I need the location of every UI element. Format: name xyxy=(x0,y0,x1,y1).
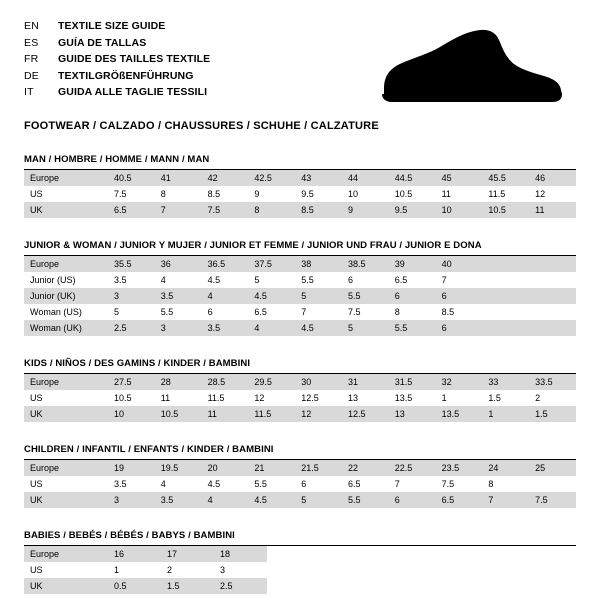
cell: 12.5 xyxy=(295,390,342,406)
cell: 6.5 xyxy=(248,304,295,320)
group-title: KIDS / NIÑOS / DES GAMINS / KINDER / BAMBINI xyxy=(24,358,576,374)
group-babies xyxy=(24,530,576,594)
size-table-babies xyxy=(24,546,267,594)
cell: 24 xyxy=(482,460,529,476)
section-title: FOOTWEAR / CALZADO / CHAUSSURES / SCHUHE / CALZATURE xyxy=(24,120,379,132)
cell: 3.5 xyxy=(108,272,155,288)
cell xyxy=(529,256,576,272)
cell: 4.5 xyxy=(248,288,295,304)
cell: 3.5 xyxy=(202,320,249,336)
cell: 1.5 xyxy=(161,578,214,594)
cell: 10 xyxy=(342,186,389,202)
cell xyxy=(482,304,529,320)
row-label: Europe xyxy=(24,170,108,186)
cell: 12 xyxy=(529,186,576,202)
table-row xyxy=(24,320,576,336)
cell: 17 xyxy=(161,546,214,562)
cell: 33.5 xyxy=(529,374,576,390)
language-code: IT xyxy=(24,86,34,98)
language-code: EN xyxy=(24,20,39,32)
cell: 8 xyxy=(248,202,295,218)
row-label: US xyxy=(24,186,108,202)
cell: 40.5 xyxy=(108,170,155,186)
cell: 31 xyxy=(342,374,389,390)
cell: 1 xyxy=(108,562,161,578)
cell: 22.5 xyxy=(389,460,436,476)
cell: 43 xyxy=(295,170,342,186)
language-row xyxy=(24,51,210,68)
cell: 8.5 xyxy=(202,186,249,202)
row-label: UK xyxy=(24,492,108,508)
table-row xyxy=(24,492,576,508)
cell xyxy=(482,320,529,336)
cell: 44.5 xyxy=(389,170,436,186)
cell: 45.5 xyxy=(482,170,529,186)
row-label: UK xyxy=(24,578,108,594)
cell: 11.5 xyxy=(482,186,529,202)
cell: 1.5 xyxy=(482,390,529,406)
table-row xyxy=(24,460,576,476)
cell: 8 xyxy=(389,304,436,320)
cell: 45 xyxy=(436,170,483,186)
table-row xyxy=(24,170,576,186)
cell: 13.5 xyxy=(436,406,483,422)
cell: 8.5 xyxy=(436,304,483,320)
dress-shoe-icon xyxy=(376,28,566,106)
cell: 42 xyxy=(202,170,249,186)
cell: 6.5 xyxy=(108,202,155,218)
cell: 29.5 xyxy=(248,374,295,390)
cell: 3.5 xyxy=(108,476,155,492)
cell: 39 xyxy=(389,256,436,272)
cell: 5.5 xyxy=(342,492,389,508)
cell: 9.5 xyxy=(295,186,342,202)
group-man xyxy=(24,154,576,218)
cell: 4 xyxy=(155,476,202,492)
cell: 6 xyxy=(202,304,249,320)
cell: 9 xyxy=(342,202,389,218)
cell: 10.5 xyxy=(482,202,529,218)
cell: 3 xyxy=(155,320,202,336)
table-row xyxy=(24,390,576,406)
language-row xyxy=(24,84,210,101)
cell: 3 xyxy=(214,562,267,578)
table-row xyxy=(24,272,576,288)
cell: 1 xyxy=(482,406,529,422)
row-label: US xyxy=(24,476,108,492)
cell: 5 xyxy=(295,288,342,304)
page-header xyxy=(24,18,576,106)
cell: 3.5 xyxy=(155,492,202,508)
cell xyxy=(529,288,576,304)
cell: 41 xyxy=(155,170,202,186)
cell: 6 xyxy=(389,288,436,304)
table-row xyxy=(24,186,576,202)
cell xyxy=(529,304,576,320)
size-table-junior-woman xyxy=(24,256,576,336)
row-label: Europe xyxy=(24,546,108,562)
language-row xyxy=(24,18,210,35)
language-title: GUIDE DES TAILLES TEXTILE xyxy=(58,53,211,65)
cell: 10.5 xyxy=(155,406,202,422)
cell: 5.5 xyxy=(342,288,389,304)
group-title: CHILDREN / INFANTIL / ENFANTS / KINDER / BAMBINI xyxy=(24,444,576,460)
cell: 42.5 xyxy=(248,170,295,186)
cell xyxy=(529,476,576,492)
cell: 19.5 xyxy=(155,460,202,476)
cell: 40 xyxy=(436,256,483,272)
cell: 5 xyxy=(108,304,155,320)
row-label: Europe xyxy=(24,256,108,272)
language-title: GUÍA DE TALLAS xyxy=(58,36,147,49)
table-row xyxy=(24,578,267,594)
cell: 2 xyxy=(529,390,576,406)
cell: 44 xyxy=(342,170,389,186)
cell: 28.5 xyxy=(202,374,249,390)
cell xyxy=(529,320,576,336)
cell: 7 xyxy=(389,476,436,492)
cell: 4.5 xyxy=(248,492,295,508)
size-table-children xyxy=(24,460,576,508)
cell: 4.5 xyxy=(202,476,249,492)
language-code: ES xyxy=(24,36,39,49)
group-title: JUNIOR & WOMAN / JUNIOR Y MUJER / JUNIOR ET FEMME / JUNIOR UND FRAU / JUNIOR E DONA xyxy=(24,240,576,256)
cell: 10.5 xyxy=(389,186,436,202)
cell: 46 xyxy=(529,170,576,186)
language-row xyxy=(24,68,210,85)
cell: 12.5 xyxy=(342,406,389,422)
cell: 33 xyxy=(482,374,529,390)
cell: 8.5 xyxy=(295,202,342,218)
cell: 9.5 xyxy=(389,202,436,218)
cell: 4 xyxy=(248,320,295,336)
row-label: Woman (UK) xyxy=(24,320,108,336)
cell: 13.5 xyxy=(389,390,436,406)
cell: 5.5 xyxy=(389,320,436,336)
cell: 12 xyxy=(248,390,295,406)
cell: 5.5 xyxy=(155,304,202,320)
cell: 3 xyxy=(108,492,155,508)
group-kids xyxy=(24,358,576,422)
cell: 11.5 xyxy=(248,406,295,422)
cell: 13 xyxy=(342,390,389,406)
cell xyxy=(482,256,529,272)
cell: 7.5 xyxy=(436,476,483,492)
row-label: Europe xyxy=(24,374,108,390)
cell: 11 xyxy=(436,186,483,202)
cell: 10.5 xyxy=(108,390,155,406)
cell: 7 xyxy=(155,202,202,218)
group-title: MAN / HOMBRE / HOMME / MANN / MAN xyxy=(24,154,576,170)
cell: 16 xyxy=(108,546,161,562)
cell xyxy=(529,272,576,288)
cell: 6.5 xyxy=(342,476,389,492)
cell: 7 xyxy=(436,272,483,288)
cell: 6 xyxy=(436,320,483,336)
cell: 6 xyxy=(342,272,389,288)
cell: 5.5 xyxy=(295,272,342,288)
cell: 8 xyxy=(482,476,529,492)
cell: 5 xyxy=(342,320,389,336)
cell: 8 xyxy=(155,186,202,202)
cell: 10 xyxy=(108,406,155,422)
cell: 20 xyxy=(202,460,249,476)
cell: 11 xyxy=(529,202,576,218)
cell: 21 xyxy=(248,460,295,476)
cell: 7 xyxy=(482,492,529,508)
cell: 0.5 xyxy=(108,578,161,594)
row-label: UK xyxy=(24,406,108,422)
cell: 6 xyxy=(295,476,342,492)
cell: 3.5 xyxy=(155,288,202,304)
cell: 28 xyxy=(155,374,202,390)
cell: 5 xyxy=(248,272,295,288)
cell: 36 xyxy=(155,256,202,272)
cell: 31.5 xyxy=(389,374,436,390)
cell: 38.5 xyxy=(342,256,389,272)
cell: 11 xyxy=(155,390,202,406)
language-row xyxy=(24,35,210,52)
table-row xyxy=(24,374,576,390)
cell: 7.5 xyxy=(342,304,389,320)
language-title: TEXTILGRÖßENFÜHRUNG xyxy=(58,69,194,82)
cell: 7 xyxy=(295,304,342,320)
table-row xyxy=(24,546,267,562)
cell: 2.5 xyxy=(214,578,267,594)
cell: 27.5 xyxy=(108,374,155,390)
cell: 6.5 xyxy=(436,492,483,508)
cell: 35.5 xyxy=(108,256,155,272)
cell: 19 xyxy=(108,460,155,476)
cell: 5.5 xyxy=(248,476,295,492)
cell xyxy=(482,288,529,304)
cell: 4 xyxy=(202,288,249,304)
table-row xyxy=(24,256,576,272)
table-row xyxy=(24,304,576,320)
cell: 4 xyxy=(202,492,249,508)
row-label: US xyxy=(24,390,108,406)
cell: 4.5 xyxy=(202,272,249,288)
table-row xyxy=(24,562,267,578)
group-title: BABIES / BEBÉS / BÉBÉS / BABYS / BAMBINI xyxy=(24,530,576,546)
cell: 21.5 xyxy=(295,460,342,476)
cell: 18 xyxy=(214,546,267,562)
language-code: FR xyxy=(24,53,39,65)
cell: 32 xyxy=(436,374,483,390)
cell: 9 xyxy=(248,186,295,202)
cell: 2.5 xyxy=(108,320,155,336)
row-label: US xyxy=(24,562,108,578)
cell: 5 xyxy=(295,492,342,508)
cell: 12 xyxy=(295,406,342,422)
cell: 11.5 xyxy=(202,390,249,406)
language-title: TEXTILE SIZE GUIDE xyxy=(58,20,166,32)
size-table-man xyxy=(24,170,576,218)
language-titles xyxy=(24,18,210,101)
cell: 7.5 xyxy=(108,186,155,202)
row-label: Junior (UK) xyxy=(24,288,108,304)
cell: 30 xyxy=(295,374,342,390)
table-row xyxy=(24,406,576,422)
row-label: Junior (US) xyxy=(24,272,108,288)
cell: 25 xyxy=(529,460,576,476)
table-row xyxy=(24,288,576,304)
cell: 10 xyxy=(436,202,483,218)
group-children xyxy=(24,444,576,508)
cell: 6 xyxy=(436,288,483,304)
cell: 22 xyxy=(342,460,389,476)
cell: 23.5 xyxy=(436,460,483,476)
table-row xyxy=(24,476,576,492)
cell: 1 xyxy=(436,390,483,406)
cell: 6.5 xyxy=(389,272,436,288)
group-junior-woman xyxy=(24,240,576,336)
cell: 37.5 xyxy=(248,256,295,272)
row-label: Europe xyxy=(24,460,108,476)
row-label: UK xyxy=(24,202,108,218)
cell: 38 xyxy=(295,256,342,272)
language-code: DE xyxy=(24,69,39,82)
language-title: GUIDA ALLE TAGLIE TESSILI xyxy=(58,86,208,98)
cell: 4.5 xyxy=(295,320,342,336)
cell: 13 xyxy=(389,406,436,422)
cell: 7.5 xyxy=(202,202,249,218)
cell: 4 xyxy=(155,272,202,288)
cell: 36.5 xyxy=(202,256,249,272)
cell: 1.5 xyxy=(529,406,576,422)
cell: 2 xyxy=(161,562,214,578)
cell: 11 xyxy=(202,406,249,422)
cell: 3 xyxy=(108,288,155,304)
row-label: Woman (US) xyxy=(24,304,108,320)
size-table-kids xyxy=(24,374,576,422)
cell xyxy=(482,272,529,288)
table-row xyxy=(24,202,576,218)
cell: 7.5 xyxy=(529,492,576,508)
cell: 6 xyxy=(389,492,436,508)
